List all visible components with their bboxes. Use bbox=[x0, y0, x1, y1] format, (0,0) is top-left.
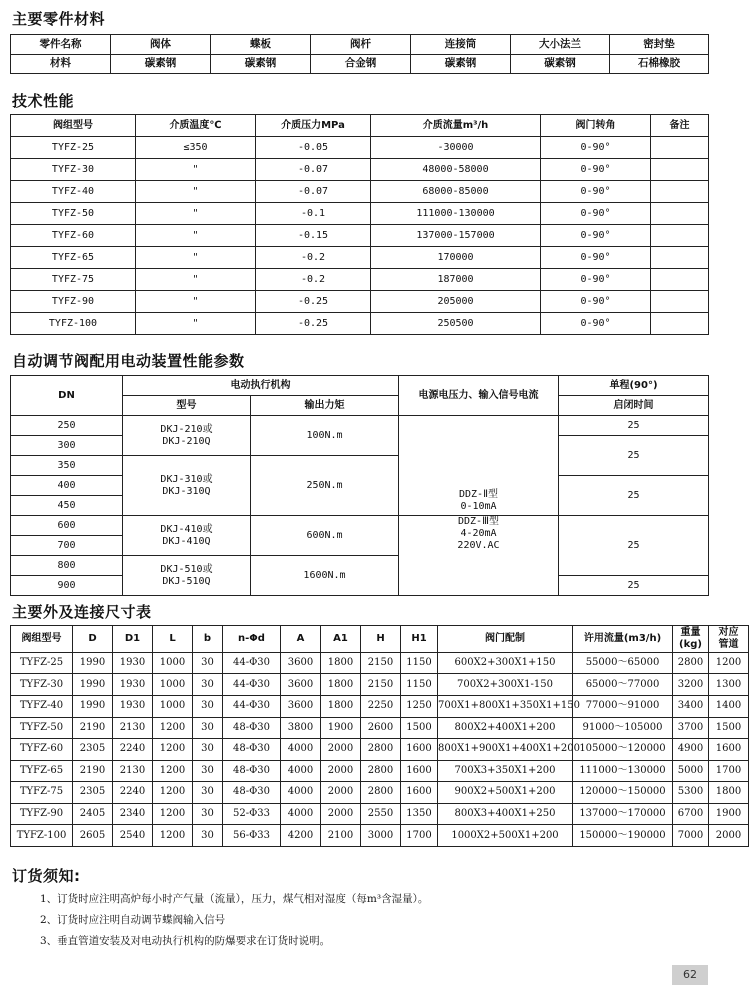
table-cell: 3700 bbox=[673, 717, 709, 739]
table-cell: 150000～190000 bbox=[573, 825, 673, 847]
model-cell: DKJ-410或 DKJ-410Q bbox=[123, 516, 251, 556]
table-cell: 2150 bbox=[361, 674, 401, 696]
table-cell: 1800 bbox=[709, 782, 749, 804]
table-cell: 1000 bbox=[153, 674, 193, 696]
table-cell: 碳素钢 bbox=[211, 54, 311, 74]
table-cell: 2000 bbox=[321, 760, 361, 782]
table-cell: 250500 bbox=[371, 313, 541, 335]
table-cell: 700X1+800X1+350X1+150 bbox=[438, 696, 573, 718]
table-cell: " bbox=[136, 203, 256, 225]
table-cell: 2600 bbox=[361, 717, 401, 739]
table-header-cell: 介质温度℃ bbox=[136, 115, 256, 137]
table-row bbox=[11, 782, 749, 804]
table-cell: 2550 bbox=[361, 803, 401, 825]
table-cell: " bbox=[136, 313, 256, 335]
table-cell: 1800 bbox=[321, 674, 361, 696]
table-row bbox=[11, 674, 749, 696]
table-header-row bbox=[11, 626, 749, 653]
table-cell: TYFZ-60 bbox=[11, 225, 136, 247]
table-cell: 3200 bbox=[673, 674, 709, 696]
table-header-cell: b bbox=[193, 626, 223, 653]
torque-cell: 250N.m bbox=[251, 456, 399, 516]
table-cell: -0.25 bbox=[256, 313, 371, 335]
table-row bbox=[11, 717, 749, 739]
table-cell: 187000 bbox=[371, 269, 541, 291]
table-row bbox=[11, 203, 709, 225]
order-note-3: 3、垂直管道安装及对电动执行机构的防爆要求在订货时说明。 bbox=[40, 935, 331, 947]
table-cell: 4900 bbox=[673, 739, 709, 761]
table-header-cell: 对应 管道 bbox=[709, 626, 749, 653]
table-cell: 0-90° bbox=[541, 313, 651, 335]
table-row bbox=[11, 159, 709, 181]
table-cell bbox=[651, 181, 709, 203]
table-cell: TYFZ-25 bbox=[11, 652, 73, 674]
table-row bbox=[11, 247, 709, 269]
table-cell: -0.2 bbox=[256, 247, 371, 269]
table-cell: TYFZ-75 bbox=[11, 782, 73, 804]
section-title-actuator: 自动调节阀配用电动装置性能参数 bbox=[12, 352, 245, 370]
table-cell: 48-Φ30 bbox=[223, 760, 281, 782]
table-header-cell: D bbox=[73, 626, 113, 653]
table-cell: 111000-130000 bbox=[371, 203, 541, 225]
time-cell: 25 bbox=[559, 516, 709, 576]
table-cell bbox=[651, 313, 709, 335]
table-cell: 48-Φ30 bbox=[223, 717, 281, 739]
table-cell: 2800 bbox=[361, 782, 401, 804]
torque-header: 输出力矩 bbox=[251, 396, 399, 416]
table-cell: 30 bbox=[193, 782, 223, 804]
table-cell: TYFZ-50 bbox=[11, 717, 73, 739]
table-cell: 2190 bbox=[73, 717, 113, 739]
table-row bbox=[11, 137, 709, 159]
table-cell: " bbox=[136, 181, 256, 203]
table-cell: 1800 bbox=[321, 696, 361, 718]
table-cell: -30000 bbox=[371, 137, 541, 159]
torque-cell: 100N.m bbox=[251, 416, 399, 456]
order-note-1: 1、订货时应注明高炉每小时产气量（流量），压力，煤气相对湿度（每m³含湿量）。 bbox=[40, 893, 429, 905]
table-cell: 900X2+500X1+200 bbox=[438, 782, 573, 804]
table-cell: 2800 bbox=[673, 652, 709, 674]
table-cell: 4000 bbox=[281, 803, 321, 825]
power-cell-1: DDZ-Ⅱ型 0-10mA bbox=[399, 416, 559, 516]
table-cell: 4200 bbox=[281, 825, 321, 847]
table-cell: 1250 bbox=[401, 696, 438, 718]
table-cell: 2130 bbox=[113, 760, 153, 782]
table-cell: 1200 bbox=[153, 717, 193, 739]
table-cell bbox=[651, 291, 709, 313]
table-cell: 2000 bbox=[321, 803, 361, 825]
table-cell: " bbox=[136, 225, 256, 247]
table-cell: 1600 bbox=[709, 739, 749, 761]
table-cell: 1200 bbox=[153, 739, 193, 761]
table-cell: 大小法兰 bbox=[511, 35, 610, 55]
table-cell: 7000 bbox=[673, 825, 709, 847]
table-header-cell: L bbox=[153, 626, 193, 653]
table-cell: 800X2+400X1+200 bbox=[438, 717, 573, 739]
table-header-cell: n-Φd bbox=[223, 626, 281, 653]
table-cell: TYFZ-40 bbox=[11, 181, 136, 203]
section-title-tech: 技术性能 bbox=[12, 92, 75, 110]
table-cell: 1600 bbox=[401, 760, 438, 782]
table-cell: TYFZ-50 bbox=[11, 203, 136, 225]
table-header-cell: 介质流量m³/h bbox=[371, 115, 541, 137]
table-row bbox=[11, 291, 709, 313]
torque-cell: 600N.m bbox=[251, 516, 399, 556]
table-cell: 1800 bbox=[321, 652, 361, 674]
table-header-cell: 介质压力MPa bbox=[256, 115, 371, 137]
table-cell: TYFZ-65 bbox=[11, 760, 73, 782]
table-cell: 1500 bbox=[709, 717, 749, 739]
table-cell: 1200 bbox=[153, 825, 193, 847]
table-row bbox=[11, 54, 709, 74]
table-cell: 1930 bbox=[113, 696, 153, 718]
power-cell-2: DDZ-Ⅲ型 4-20mA 220V.AC bbox=[399, 516, 559, 596]
table-cell: 阀体 bbox=[111, 35, 211, 55]
table-cell: 碳素钢 bbox=[411, 54, 511, 74]
table-cell: TYFZ-90 bbox=[11, 291, 136, 313]
table-cell: 2100 bbox=[321, 825, 361, 847]
model-cell: DKJ-510或 DKJ-510Q bbox=[123, 556, 251, 596]
table-cell: 2405 bbox=[73, 803, 113, 825]
table-cell: 205000 bbox=[371, 291, 541, 313]
table-cell: 2190 bbox=[73, 760, 113, 782]
table-cell: -0.1 bbox=[256, 203, 371, 225]
model-header: 型号 bbox=[123, 396, 251, 416]
dn-cell: 300 bbox=[11, 436, 123, 456]
table-header-cell: 许用流量(m3/h) bbox=[573, 626, 673, 653]
table-cell: 120000～150000 bbox=[573, 782, 673, 804]
table-cell: 65000～77000 bbox=[573, 674, 673, 696]
table-cell: 2240 bbox=[113, 782, 153, 804]
table-cell: 2250 bbox=[361, 696, 401, 718]
table-cell: 52-Φ33 bbox=[223, 803, 281, 825]
table-cell: TYFZ-65 bbox=[11, 247, 136, 269]
table-header-cell: H1 bbox=[401, 626, 438, 653]
table-cell: TYFZ-90 bbox=[11, 803, 73, 825]
time-cell: 25 bbox=[559, 416, 709, 436]
table-cell: TYFZ-100 bbox=[11, 313, 136, 335]
table-cell: 170000 bbox=[371, 247, 541, 269]
parts-material-table bbox=[10, 34, 709, 74]
table-cell: 2605 bbox=[73, 825, 113, 847]
table-cell: " bbox=[136, 291, 256, 313]
table-row bbox=[11, 313, 709, 335]
table-header-cell: 阀组型号 bbox=[11, 626, 73, 653]
mech-header: 电动执行机构 bbox=[123, 376, 399, 396]
table-header-cell: 阀门配制 bbox=[438, 626, 573, 653]
table-cell: 1200 bbox=[153, 782, 193, 804]
time-header: 启闭时间 bbox=[559, 396, 709, 416]
table-header-cell: 重量 (kg) bbox=[673, 626, 709, 653]
table-cell: -0.25 bbox=[256, 291, 371, 313]
time-cell: 25 bbox=[559, 436, 709, 476]
table-cell: 800X1+900X1+400X1+200 bbox=[438, 739, 573, 761]
model-cell: DKJ-310或 DKJ-310Q bbox=[123, 456, 251, 516]
table-cell: 1150 bbox=[401, 652, 438, 674]
table-cell: 1000X2+500X1+200 bbox=[438, 825, 573, 847]
table-cell: 2800 bbox=[361, 760, 401, 782]
table-cell: 111000～130000 bbox=[573, 760, 673, 782]
table-cell: 1500 bbox=[401, 717, 438, 739]
table-cell: 1000 bbox=[153, 696, 193, 718]
table-cell: 137000～170000 bbox=[573, 803, 673, 825]
table-cell: 700X3+350X1+200 bbox=[438, 760, 573, 782]
table-cell: 3600 bbox=[281, 674, 321, 696]
table-cell: 0-90° bbox=[541, 225, 651, 247]
table-cell: 1200 bbox=[153, 760, 193, 782]
table-row bbox=[11, 225, 709, 247]
table-cell: 蝶板 bbox=[211, 35, 311, 55]
time-cell: 25 bbox=[559, 476, 709, 516]
table-cell: TYFZ-25 bbox=[11, 137, 136, 159]
dn-cell: 400 bbox=[11, 476, 123, 496]
table-cell: TYFZ-30 bbox=[11, 674, 73, 696]
table-cell: 4000 bbox=[281, 760, 321, 782]
table-cell: 1350 bbox=[401, 803, 438, 825]
dn-cell: 700 bbox=[11, 536, 123, 556]
table-header-row bbox=[11, 35, 709, 55]
section-title-parts: 主要零件材料 bbox=[12, 10, 106, 28]
table-row bbox=[11, 803, 749, 825]
table-header-cell: 阀组型号 bbox=[11, 115, 136, 137]
table-cell: 1930 bbox=[113, 652, 153, 674]
time-cell: 25 bbox=[559, 576, 709, 596]
page-number: 62 bbox=[672, 965, 708, 985]
dn-cell: 250 bbox=[11, 416, 123, 436]
table-cell: 1000 bbox=[153, 652, 193, 674]
table-cell: 1930 bbox=[113, 674, 153, 696]
table-cell: -0.15 bbox=[256, 225, 371, 247]
table-cell: 3800 bbox=[281, 717, 321, 739]
table-cell bbox=[651, 137, 709, 159]
table-cell: 2000 bbox=[321, 782, 361, 804]
table-cell: 105000～120000 bbox=[573, 739, 673, 761]
table-cell: 0-90° bbox=[541, 181, 651, 203]
model-cell: DKJ-210或 DKJ-210Q bbox=[123, 416, 251, 456]
actuator-parameter-table bbox=[10, 375, 709, 596]
table-cell: 137000-157000 bbox=[371, 225, 541, 247]
table-cell: 1700 bbox=[401, 825, 438, 847]
table-header-cell: A1 bbox=[321, 626, 361, 653]
table-cell: 1200 bbox=[153, 803, 193, 825]
power-header: 电源电压力、输入信号电流 bbox=[399, 376, 559, 416]
table-header-cell: H bbox=[361, 626, 401, 653]
table-cell: 30 bbox=[193, 825, 223, 847]
table-cell: TYFZ-60 bbox=[11, 739, 73, 761]
table-cell: 2150 bbox=[361, 652, 401, 674]
section-title-dims: 主要外及连接尺寸表 bbox=[12, 603, 152, 621]
table-cell: " bbox=[136, 159, 256, 181]
dn-cell: 450 bbox=[11, 496, 123, 516]
table-cell: 30 bbox=[193, 739, 223, 761]
table-cell: 1900 bbox=[709, 803, 749, 825]
table-cell: 2000 bbox=[321, 739, 361, 761]
table-row bbox=[11, 269, 709, 291]
table-cell: 48000-58000 bbox=[371, 159, 541, 181]
table-cell: 1200 bbox=[709, 652, 749, 674]
dn-cell: 350 bbox=[11, 456, 123, 476]
table-cell: 4000 bbox=[281, 782, 321, 804]
dn-cell: 900 bbox=[11, 576, 123, 596]
table-cell: 1150 bbox=[401, 674, 438, 696]
table-cell: 3000 bbox=[361, 825, 401, 847]
table-cell: 3400 bbox=[673, 696, 709, 718]
table-cell: 0-90° bbox=[541, 269, 651, 291]
table-cell: TYFZ-75 bbox=[11, 269, 136, 291]
table-cell: 1900 bbox=[321, 717, 361, 739]
table-cell: 2305 bbox=[73, 739, 113, 761]
table-cell: 0-90° bbox=[541, 247, 651, 269]
table-cell: 30 bbox=[193, 652, 223, 674]
table-cell: 30 bbox=[193, 696, 223, 718]
table-cell: 1600 bbox=[401, 782, 438, 804]
table-cell bbox=[651, 203, 709, 225]
table-cell: 48-Φ30 bbox=[223, 782, 281, 804]
table-cell: TYFZ-40 bbox=[11, 696, 73, 718]
table-cell: 68000-85000 bbox=[371, 181, 541, 203]
table-cell: -0.2 bbox=[256, 269, 371, 291]
table-cell: 0-90° bbox=[541, 203, 651, 225]
table-cell: 2340 bbox=[113, 803, 153, 825]
table-cell: 1400 bbox=[709, 696, 749, 718]
table-header-cell: 阀门转角 bbox=[541, 115, 651, 137]
table-cell: 30 bbox=[193, 717, 223, 739]
table-cell: 3600 bbox=[281, 696, 321, 718]
table-cell: " bbox=[136, 247, 256, 269]
table-cell: TYFZ-30 bbox=[11, 159, 136, 181]
dn-header: DN bbox=[11, 376, 123, 416]
table-cell: 碳素钢 bbox=[111, 54, 211, 74]
tech-performance-table bbox=[10, 114, 709, 335]
table-cell: 0-90° bbox=[541, 137, 651, 159]
table-cell: 石棉橡胶 bbox=[610, 54, 709, 74]
section-title-order: 订货须知: bbox=[12, 867, 81, 885]
table-cell: 44-Φ30 bbox=[223, 696, 281, 718]
table-cell: 零件名称 bbox=[11, 35, 111, 55]
table-cell: 1300 bbox=[709, 674, 749, 696]
table-cell: ≤350 bbox=[136, 137, 256, 159]
table-cell: 44-Φ30 bbox=[223, 674, 281, 696]
table-cell: -0.07 bbox=[256, 181, 371, 203]
table-cell: 30 bbox=[193, 674, 223, 696]
table-cell: 阀杆 bbox=[311, 35, 411, 55]
table-cell: 44-Φ30 bbox=[223, 652, 281, 674]
table-cell: 2305 bbox=[73, 782, 113, 804]
table-header-row bbox=[11, 115, 709, 137]
table-header-cell: A bbox=[281, 626, 321, 653]
table-cell: 2130 bbox=[113, 717, 153, 739]
table-cell: TYFZ-100 bbox=[11, 825, 73, 847]
table-cell: 0-90° bbox=[541, 291, 651, 313]
table-cell: 700X2+300X1-150 bbox=[438, 674, 573, 696]
table-cell bbox=[651, 159, 709, 181]
table-cell: -0.05 bbox=[256, 137, 371, 159]
table-cell: 连接筒 bbox=[411, 35, 511, 55]
dn-cell: 800 bbox=[11, 556, 123, 576]
table-cell: 4000 bbox=[281, 739, 321, 761]
table-cell: 800X3+400X1+250 bbox=[438, 803, 573, 825]
table-cell: 91000～105000 bbox=[573, 717, 673, 739]
stroke-header: 单程(90°) bbox=[559, 376, 709, 396]
table-cell: 600X2+300X1+150 bbox=[438, 652, 573, 674]
table-row bbox=[11, 652, 749, 674]
table-cell: -0.07 bbox=[256, 159, 371, 181]
table-cell: 1990 bbox=[73, 652, 113, 674]
torque-cell: 1600N.m bbox=[251, 556, 399, 596]
table-cell: 56-Φ33 bbox=[223, 825, 281, 847]
table-cell: 材料 bbox=[11, 54, 111, 74]
table-cell: 2540 bbox=[113, 825, 153, 847]
table-cell: 2800 bbox=[361, 739, 401, 761]
order-note-2: 2、订货时应注明自动调节蝶阀输入信号 bbox=[40, 914, 226, 926]
table-cell: 1600 bbox=[401, 739, 438, 761]
table-cell: 5300 bbox=[673, 782, 709, 804]
table-cell: 55000～65000 bbox=[573, 652, 673, 674]
table-cell: 合金钢 bbox=[311, 54, 411, 74]
table-cell bbox=[651, 247, 709, 269]
table-cell bbox=[651, 269, 709, 291]
table-cell: 6700 bbox=[673, 803, 709, 825]
table-row bbox=[11, 760, 749, 782]
table-cell: " bbox=[136, 269, 256, 291]
table-header-cell: 备注 bbox=[651, 115, 709, 137]
table-row bbox=[11, 739, 749, 761]
table-row bbox=[11, 181, 709, 203]
table-cell: 碳素钢 bbox=[511, 54, 610, 74]
table-cell: 48-Φ30 bbox=[223, 739, 281, 761]
table-cell: 1990 bbox=[73, 696, 113, 718]
table-row bbox=[11, 825, 749, 847]
dn-cell: 600 bbox=[11, 516, 123, 536]
table-row bbox=[11, 696, 749, 718]
dimension-table bbox=[10, 625, 749, 847]
table-cell bbox=[651, 225, 709, 247]
table-cell: 3600 bbox=[281, 652, 321, 674]
table-cell: 密封垫 bbox=[610, 35, 709, 55]
table-cell: 2000 bbox=[709, 825, 749, 847]
table-cell: 5000 bbox=[673, 760, 709, 782]
table-cell: 30 bbox=[193, 803, 223, 825]
table-cell: 30 bbox=[193, 760, 223, 782]
table-cell: 1990 bbox=[73, 674, 113, 696]
table-cell: 0-90° bbox=[541, 159, 651, 181]
table-header-cell: D1 bbox=[113, 626, 153, 653]
table-cell: 2240 bbox=[113, 739, 153, 761]
table-cell: 1700 bbox=[709, 760, 749, 782]
table-cell: 77000～91000 bbox=[573, 696, 673, 718]
